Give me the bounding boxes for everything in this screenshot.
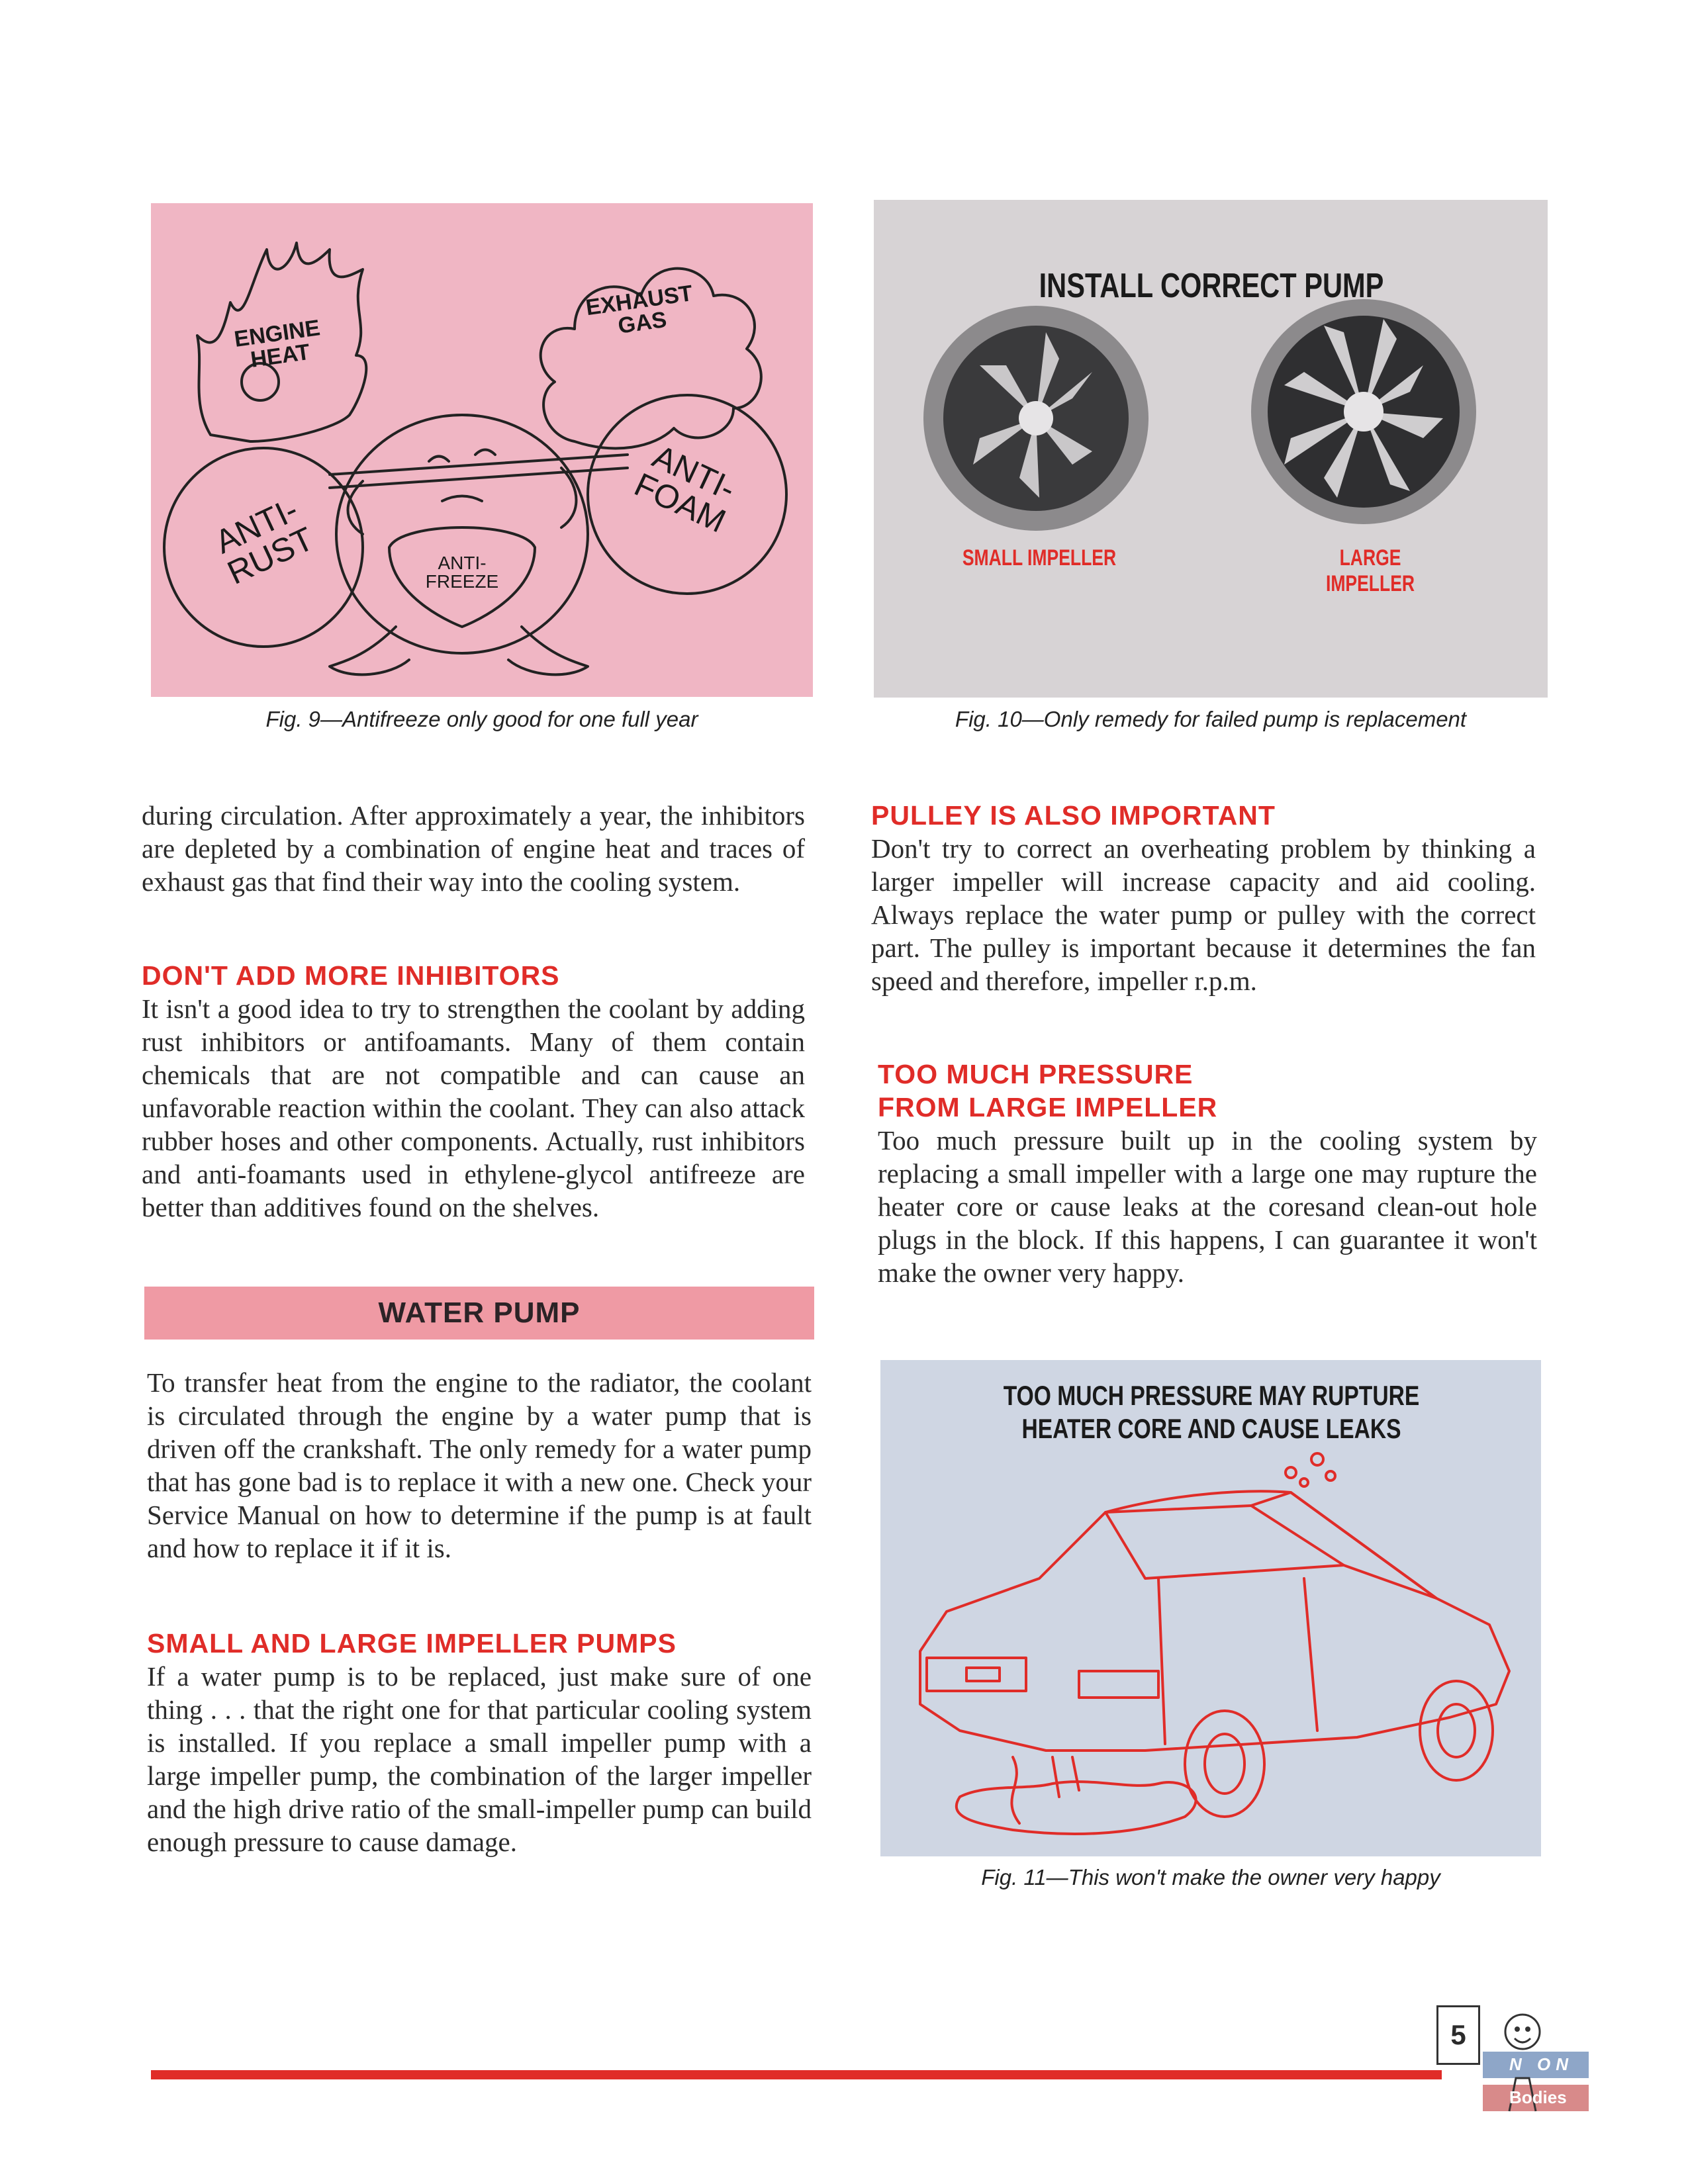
page-number: 5 [1436, 2005, 1480, 2065]
paragraph-impeller-pumps: If a water pump is to be replaced, just make sure of one thing . . . that the right one for that particular cooling system is installed. If you replace a small impeller pump with a large impeller pump, the combination of the larger impeller and the high drive ratio of the small-impeller pump can build enough pressure to cause damage. [147, 1661, 812, 1857]
pump-impellers-photo [874, 200, 1548, 698]
watermark-logo [1483, 2012, 1589, 2118]
watermark-top-text: N ON [1509, 2054, 1573, 2074]
paragraph-water-pump: To transfer heat from the engine to the radiator, the coolant is circulated through the engine by a water pump that is driven off the crankshaft. The only remedy for a water pump that has gone bad is to replace it with a new one. Check your Service Manual on how to determine if the pump is at fault and how to replace it if it is. [147, 1367, 812, 1563]
figure-9-cartoon [151, 203, 813, 697]
heading-too-much-pressure-line2: FROM LARGE IMPELLER [878, 1092, 1218, 1122]
paragraph-pressure: Too much pressure built up in the cooling system by replacing a small impeller with a large one may rupture the heater core or cause leaks at the coresand clean-out hole plugs in the block. If this happens, I can guarantee it won't make the owner very happy. [878, 1125, 1537, 1288]
small-impeller-label: SMALL IMPELLER [962, 545, 1117, 570]
heading-pulley: PULLEY IS ALSO IMPORTANT [871, 800, 1276, 831]
heading-too-much-pressure-line1: TOO MUCH PRESSURE [878, 1059, 1194, 1089]
figure-11-caption: Fig. 11—This won't make the owner very happy [981, 1865, 1440, 1889]
paragraph-inhibitors: It isn't a good idea to try to strengthen the coolant by adding rust inhibitors or antifoamants. Many of them contain chemicals that are not compatible and can cause an unfavorable reaction within the coolant. They can also attack rubber hoses and other components. Actually, rust inhibitors and anti-foamants used in ethylene-glycol antifreeze are better than additives found on the shelves. [142, 993, 805, 1222]
figure-10-photo [874, 200, 1548, 698]
leaking-car-drawing [880, 1360, 1541, 1856]
anti-rust-label: ANTI- RUST [209, 490, 320, 592]
engine-heat-label: ENGINE HEAT [232, 315, 322, 373]
figure-11-cartoon [880, 1360, 1541, 1856]
heading-dont-add-inhibitors: DON'T ADD MORE INHIBITORS [142, 960, 560, 991]
figure-10-caption: Fig. 10—Only remedy for failed pump is replacement [955, 707, 1467, 731]
watermark-bottom-text: Bodies [1509, 2087, 1567, 2107]
figure-9-caption: Fig. 9—Antifreeze only good for one full year [265, 707, 698, 731]
fig11-title-line2: HEATER CORE AND CAUSE LEAKS [1021, 1413, 1401, 1444]
bottom-rule [151, 2070, 1442, 2079]
exhaust-gas-label: EXHAUST GAS [584, 281, 694, 339]
fig11-title-line1: TOO MUCH PRESSURE MAY RUPTURE [1003, 1380, 1420, 1411]
section-title: WATER PUMP [378, 1297, 581, 1329]
install-correct-pump-title: INSTALL CORRECT PUMP [1039, 267, 1384, 305]
anti-foam-label: ANTI- FOAM [629, 437, 741, 540]
paragraph-pulley: Don't try to correct an overheating problem by thinking a larger impeller will increase capacity and aid cooling. Always replace the water pump or pulley with the correct part. The pulley is important because it determines the fan speed and therefore, impeller r.p.m. [871, 833, 1536, 996]
section-bar-water-pump [144, 1287, 814, 1340]
antifreeze-cartoon-drawing [151, 203, 813, 697]
large-impeller-label: LARGE IMPELLER [1325, 545, 1415, 596]
heading-small-large-impeller: SMALL AND LARGE IMPELLER PUMPS [147, 1628, 677, 1659]
anti-freeze-label: ANTI- FREEZE [425, 553, 499, 592]
intro-paragraph: during circulation. After approximately a year, the inhibitors are depleted by a combination of engine heat and traces of exhaust gas that find their way into the cooling system. [142, 800, 805, 897]
